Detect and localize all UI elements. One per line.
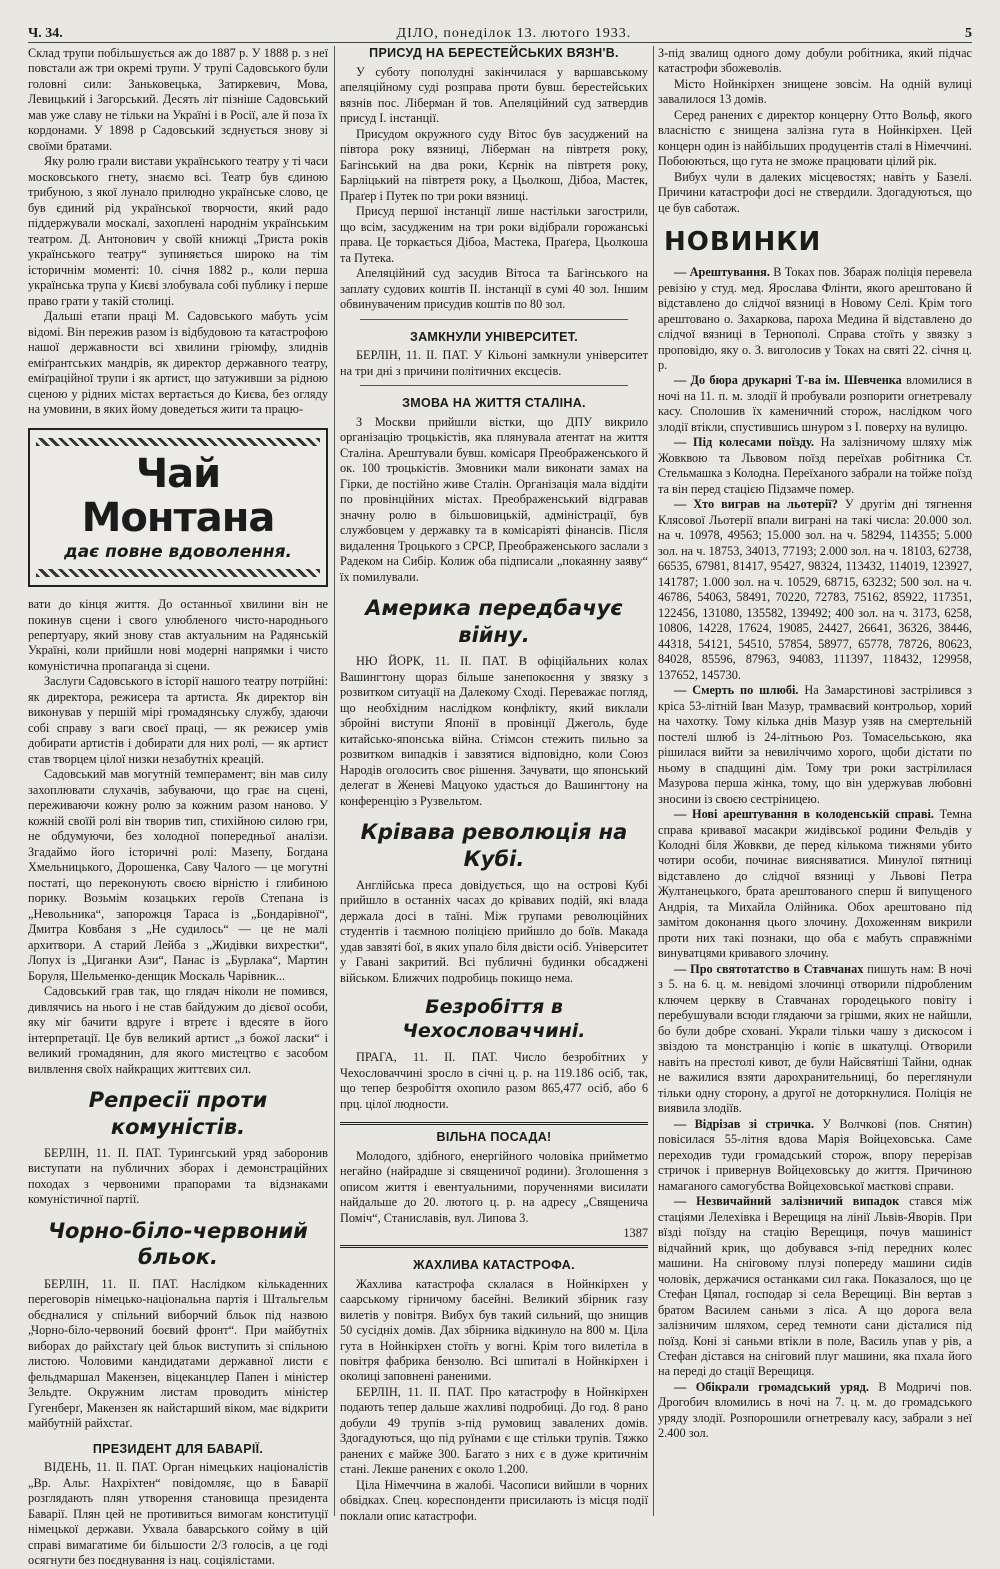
news-item <box>658 1194 972 1380</box>
article-paragraph: Присудом окружного суду Вітос був засуджений на півтора року вязниці, Ліберман на півтретя року, Багінський на два роки, Кєрнік на півтретя року, Барліцький на півтретя року, а Цьолкош, Дібоа, Мастек, Праґер і Путек по три роки вязниці. <box>340 126 648 203</box>
news-item-title: — Незвичайний залізничий випадок <box>674 1194 900 1209</box>
news-item <box>658 373 972 435</box>
news-item-text: Темна справа кривавої масакри жидівської родини Фельдів у Колодні біля Жовкви, де перед кількома тижнями убито чотири особи, починає виясняватися. Минулої пятниці відставлено до слідчої вязниці у Львові Петра Жултанецького, брата арештованого сперш й випущеного Андрія, та Михайла Олійника. Обох арештовано під замітом доконання цього злочину. Дохоженням викрили проти них такі познаки, що оба є мабуть справжніми винуватцями кривавого злочину. <box>658 807 972 961</box>
news-item-text: пишуть нам: В ночі з 5. на 6. ц. м. невідомі злочинці отворили підробленим ключем церкву в Ставчанах городецького повіту і перебушували всюди глядаючи за грішми, яких не найшли, бо були добре сховані. Украли тільки чашу з дискосом і звіздою та монстранцію і копіє в шкатулці. Отворили навіть на престолі кивот, де були Найсвятіші Тайни, однак не важилися взяти дарохранительниці, бо переглянули тільки одну сторону, а другої не доторкнулися. Поліція не виявила злодіїв. <box>658 961 972 1116</box>
news-item-title: — Нові арештування в колоденській справі. <box>674 807 934 822</box>
headline: Репресії проти комуністів. <box>88 1088 268 1139</box>
article-paragraph: Склад трупи побільшується аж до 1887 р. У 1888 р. з неї повстали аж три окремі трупи. У трупі Садовського були головні сили: Заньковецька, Затиркевич, Мова, Левицький і Загорський. Десять літ пізніше Садовський мав уже славу не тільки на Україні і в Росії, але й поза їх кордонами. У 1898 р Садовський зєднується знову зі своїми братами. <box>28 46 328 153</box>
divider <box>360 319 628 320</box>
article-paragraph: БЕРЛІН, 11. II. ПАТ. Турингський уряд заборонив виступати на публичних зборах і демонстраційних походах з червоними прапорами та відзнаками комуністичної партії. <box>28 1145 328 1207</box>
news-item-text: В Модричі пов. Дрогобич вломились в ночі на 7. ц. м. до громадського уряду злодії. Розпорошили огнетревалу касу, забрали з неї 2.400 зол. <box>658 1379 973 1441</box>
news-item-text: В Токах пов. Збараж поліція перевела ревізію у студ. мед. Ярослава Флінти, якого арештовано й відставлено до слідчої вязниці в Новому Селі. Крім того арештовано о. Захаркова, пароха Медина й відставлено до слідчої вязниці в Тернополі. Справа стоїть у звязку з проповідю, яку о. З. виголосив у Токах на святі 22. січня ц. р. <box>658 265 972 372</box>
article-paragraph: З Москви прийшли вістки, що ДПУ викрило організацію троцькістів, яка плянувала атентат на життя Сталіна. Арештували бувш. комісаря Преображенського й ок. 100 троцькістів. Змовники мали виконати замах на Гірки, де постійно живе Сталін. Організація мала віддіти по провінційних містах. Преображенський відгравав значну ролю в більшовицькій, адміністрації, був службовцем у державку та в комісаріяті фінансів. Після видалення Троцького з СРСР, Преображенського заслали з Радеком на Сибір. Колиж оба підписали „покаянну заяву“ їх помилували. <box>340 414 648 584</box>
column-rule <box>653 46 654 1516</box>
page-number: 5 <box>965 26 972 41</box>
vacancy-title: ВІЛЬНА ПОСАДА! <box>436 1130 552 1145</box>
headline: ПРЕЗИДЕНТ ДЛЯ БАВАРІЇ. <box>92 1441 264 1456</box>
column-rule <box>334 46 335 1516</box>
news-item <box>658 807 972 962</box>
article-paragraph: БЕРЛІН, 11. II. ПАТ. Наслідком кількаденних переговорів німецько-національна партія і Штальгельм обєдналися у спільний виборчий бльок під назвою „Чорно-біло-червоний боєвий фронт“. При майбутніх виборах до райхстаґу цей бльок виступить зі спільною листою. Чоловими кандидатами державної листи є фельдмаршал Макензен, віцеканцлер Папен і міністер Зельдте. Окружним листам проводить міністер Гугенберґ, Макензен як найстарший віком, має відкрити майбутній райхстаґ. <box>28 1276 328 1431</box>
news-item-text: У другім дні тягнення Клясової Льотерії впали виграні на такі числа: 20.000 зол. на ч. 10978, 49563; 15.000 зол. на ч. 58294, 114355; 5.000 зол. на ч. 18753, 34013, 77193; 2.000 зол. на ч. 18103, 62738, 66535, 67981, 81417, 95427, 98324, 113432, 114019, 123927, 141787; 1.000 зол. на ч. 10529, 68715, 63232; 500 зол. на ч. 46786, 54063, 58491, 70220, 72783, 75162, 85922, 117351, 122456, 131080, 135582, 139492; 400 зол. на ч. 3173, 6258, 10806, 14228, 17624, 19085, 24427, 26641, 36326, 38446, 44318, 54121, 54510, 57854, 58977, 65778, 78726, 80623, 84028, 85596, 87963, 94083, 111397, 118432, 129958, 137652, 145730. <box>658 497 972 682</box>
article-paragraph: вати до кінця життя. До останньої хвилини він не покинув сцени і свого улюбленого чисто-народнього репертуару, який знову став актуальним на Радянській Україні, коли прийшли нові модерні напрямки і чисто комуністична пропаганда зі сцени. <box>28 597 328 673</box>
tea-advertisement <box>28 428 328 587</box>
article-paragraph: Англійська преса довідується, що на острові Кубі прийшло в останніх часах до крівавих подій, які влада держала досі в таїні. Між групами революційних студентів і таємною поліцією прийшло до боїв. Макада удав завзяті бої, в яких упало біля двісти осіб. Університет у Гавані закритий. Всі публичні будинки обсаджені військом. Ближчих подробиць покищо нема. <box>340 877 648 985</box>
news-item-text: стався між стаціями Лелехівка і Верещиця на лінії Львів-Яворів. При вїзді поїзду на стацію Верещиця, почув машиніст відчайний крик, що добувався з-під передних колес машини. На сніговому плузі попереду машини сидів чоловік, держачися останками сил гака. Показалося, що це Стефан Цяпал, господар зі села Верещиці. Він вертав з братом Василем саньми з ліса. А що дорога вела залізничим шляхом, серед темноти сани дісталися під поїзд. Коні зі саньми втікли в поле, Василь упав у рів, а Стефан дістався на сніговий плуг машини, яка пхала його на переді до стації Верещиця. <box>658 1194 972 1379</box>
news-item-text: У Волчкові (пов. Снятин) повісилася 55-літня вдова Марія Войцеховська. Саме переходив туди громадський сторож, впору перерізав стричок і привернув Войцеховську до життя. Причиною намаганого самогубства Войцеховської маєткові справи. <box>658 1116 972 1193</box>
news-item <box>658 435 972 497</box>
news-item <box>658 497 972 683</box>
news-item-text: вломилися в ночі на 11. п. м. злодії й пробували розпорити огнетревалу касу. Сполошив їх каменичний сторож, наслідком чого злодії втікли, спустившись шнуром з I. поверху на вулицю. <box>658 373 972 434</box>
article-paragraph: БЕРЛІН, 11. II. ПАТ. Про катастрофу в Нойнкірхен подають тепер дальше жахливі подробиці. До год. 8 рано добули 49 трупів з-під румовищ завалених домів. Здогадуються, що під руїнами є ще стільки трупів. Тяжко ранених є майже 300. Багато з них є в дуже критичнім стані. Лекше ранених є около 1.200. <box>340 1384 648 1477</box>
article-paragraph: З-під звалищ одного дому добули робітника, який підчас катастрофи збожеволів. <box>658 46 972 76</box>
newspaper-title-date: ДІЛО, понеділок 13. лютого 1933. <box>396 26 632 41</box>
news-item-title: — Арештування. <box>674 265 770 280</box>
news-item-text: На залізничому шляху між Жовквою та Львовом поїзд переїхав робітника Ст. Стельмашка з Колодна. Переїханого забрали на тойже поїзд та він перед стацією Підзамче помер. <box>658 435 973 496</box>
ad-title: Чай Монтана <box>81 450 275 541</box>
headline: Крівава революція на Кубі. <box>360 820 628 871</box>
column-1 <box>28 46 328 1568</box>
column-3 <box>658 46 972 1516</box>
vacancy-text: Молодого, здібного, енергійного чоловіка прийметмо негайно (найрадше зі священичої родини). Зголошення з описом життя і евентуальними, порученнями висилати найдальше до 20. лютого ц. р. на адресу „Священича Поміч“, Станиславів, вул. Липова 3. <box>340 1148 648 1225</box>
article-paragraph: Садовський мав могутній темперамент; він мав силу захоплювати слухачів, забуваючи, що грає на сцені, переживаючи кожну ролю за кожним разом наново. У кожній своїй ролі він творив тип, стихійною силою гри, не обдумуючи, без холодної попередньої аналізи. Згадаймо його історичні ролі: Мазепу, Богдана Хмельницького, Дорошенка, Саву Чалого — це могутні постаті, що переконують своєю вірністю і глибиною порику. Возьмім козацьких героїв Степана із „Невольника“, запорожця Тараса із „Бондарівної“, Дмитра Ковбаня з „Не судилось“ — це не малі архитвори. А старий Лейба з „Жидівки вихрестки“, Лопух із „Циганки Ази“, Панас із „Бурлака“, Мартин Боруля, Шельменко-денщик Москаль Чарівник... <box>28 767 328 983</box>
vacancy-advertisement <box>340 1122 648 1248</box>
headline: Америка передбачує війну. <box>365 596 623 647</box>
news-item <box>658 962 972 1117</box>
news-item-title: — Про святотатство в Ставчанах <box>674 961 864 976</box>
issue-number: Ч. 34. <box>28 26 63 41</box>
news-item-title: — До бюра друкарні Т-ва ім. Шевченка <box>674 373 902 388</box>
news-item <box>658 683 972 807</box>
headline: ЗАМКНУЛИ УНІВЕРСИТЕТ. <box>409 329 579 344</box>
article-paragraph: Місто Нойнкірхен знищене зовсім. На одній вулиці завалилося 13 домів. <box>658 76 972 107</box>
headline: ПРИСУД НА БЕРЕСТЕЙСЬКИХ ВЯЗН'В. <box>369 46 619 60</box>
ad-subtitle: дає повне вдоволення. <box>63 541 293 562</box>
news-item-title: — Відрізав зі стричка. <box>674 1116 815 1131</box>
news-item-title: — Під колесами поїзду. <box>674 435 814 450</box>
news-item <box>658 265 972 373</box>
divider <box>360 385 628 386</box>
article-paragraph: Яку ролю грали вистави українського театру у ті часи московського гнету, знаємо всі. Театр був єдиною трибуною, з якої лунало прилюдно українське слово, це був єдиний рід української творчости, який радо піддержували москалі, захоплені народнім українським театром. Д. Антонович у своїй книжці „Триста років українського театру“ зупиняється широко на тім історичнім моменті: 10. січня 1882 р., коли перша українська трупа у Києві злобувала собі публику і перше право грати у такій столиці. <box>28 154 328 308</box>
article-paragraph: Серед ранених є директор концерну Отто Вольф, якого власністю є знищена залізна гута в Нойнкірхен. Цей концерн один із найбільших продуцентів сталі в Німеччині. Побоюються, що гута не зможе працювати цілий рік. <box>658 107 972 169</box>
article-paragraph: Апеляційний суд засудив Вітоса та Багінського на заплату судових коштів II. інстанції в сумі 40 зол. Іншим обвинуваченим присудив коштів по 80 зол. <box>340 266 648 312</box>
article-paragraph: Жахлива катастрофа склалася в Нойнкірхен у саарському гірничому басейні. Великий збірник газу вилетів у повітря. Вибух був такий сильний, що знищив 50 сусідніх домів. Дах збірника відкинуло на 800 м. Ціла гута в Нойнкірхен стоїть у вогні. Крім того вилетіла в повітря фабрика бензолю. Всі шпиталі в Нойнкірхен і околиці заповнені раненими. <box>340 1276 648 1384</box>
news-item-title: — Хто виграв на льотерії? <box>674 497 838 512</box>
article-paragraph: Садовський грав так, що глядач ніколи не помився, дивлячись на нього і не став байдужим до дієвої особи, яку міг бачити вдруге і втретє і вдесяте в його інтерпретації. Це був великий артист „з божої ласки“ і великий громадянин, для якого мистецтво є засобом вилвлення своїх найкращих життєвих сил. <box>28 984 328 1076</box>
article-paragraph: НЮ ЙОРК, 11. II. ПАТ. В офіційальних колах Вашингтону щораз більше занепокоєння у звязку з розвитком ситуації на Далекому Сході. Переважає погляд, що необхідним наслідком конфлікту, який виклали збройні виступи Японії в провінції Джеголь, буде китайсько-японська війна. Стімсон стежить пильно за розвитком випадків і завзятися відповідно, коли Союз Народів оголосить своє рішення. Зачувати, що японський делегат в Женеві Мацуоко удасться до Вашингтону на конференцію з Рузвельтом. <box>340 654 648 808</box>
headline: ЗМОВА НА ЖИТТЯ СТАЛІНА. <box>402 396 586 411</box>
news-item-title: — Обікрали громадський уряд. <box>674 1379 869 1394</box>
section-title-news: НОВИНКИ <box>664 227 822 258</box>
article-paragraph: Заслуги Садовського в історії нашого театру потрійні: як директора, режисера та артиста. Як директор він виконував у першій мірі громадянську службу, здаючи собі справу з ваги своєї праці, — як режисер умів добирати артистів і добирати для них ролі, — як артист став творцем цілої низки незабутніх креацій. <box>28 674 328 766</box>
article-paragraph: БЕРЛІН, 11. II. ПАТ. У Кільоні замкнули університет на три дні з причини політичних ексцесів. <box>340 348 648 378</box>
article-paragraph: Вибух чули в далеких місцевостях; навіть у Базелі. Причини катастрофи досі не ствердили. Здогадуються, що це був саботаж. <box>658 169 972 215</box>
article-paragraph: У суботу пополудні закінчилася у варшавському апеляційному суді розправа проти бувш. берестейських вязнів пос. Ліберман й тов. Апеляційний суд затвердив присуд І. інстанції. <box>340 64 648 126</box>
article-paragraph: ПРАГА, 11. II. ПАТ. Число безробітних у Чехословаччині зросло в січні ц. р. на 119.186 осіб, так, що тепер безробіття охопило разом 865,477 осіб, або 6 прц. цілої людности. <box>340 1050 648 1111</box>
article-paragraph: ВІДЕНЬ, 11. II. ПАТ. Орган німецьких націоналістів „Вр. Альг. Нахріхтен“ повідомляє, що в Баварії розглядають плян утворення становища президента Баварії. Плян цей не противиться вимогам конституції німецької держави. Ухвала баварського сойму в цій справі вимагатиме би більшости 2/3 голосів, а це годі осягнути без поєднування із нац. соціялістами. <box>28 1460 328 1568</box>
news-item <box>658 1380 972 1442</box>
headline: Безробіття в Чехословаччині. <box>402 996 586 1043</box>
headline: Чорно-біло-червоний бльок. <box>48 1218 308 1270</box>
article-paragraph: Присуд першої інстанції лише настільки загострили, що всім, засудженим на три роки відібрали горожанські права. Це торкається Дібоа, Мастека, Праґера, Цьолкоша та Путека. <box>340 204 648 265</box>
news-item <box>658 1117 972 1194</box>
headline: ЖАХЛИВА КАТАСТРОФА. <box>413 1257 575 1272</box>
article-paragraph: Дальші етапи праці М. Садовського мабуть усім відомі. Він пережив разом із відбудовою та катастрофою нашої державности всі хвилини гріюмфу, злиднів еміґрантських мандрів, як директор державного театру, еміґраційної трупи і як артист, що затуживши за рідною сценою у рідних містах вертається до Києва, без огляду на умовини, в яких йому доведеться жити та працю- <box>28 309 328 417</box>
vacancy-number: 1387 <box>623 1226 648 1241</box>
news-item-text: На Замарстинові застрілився з кріса 53-літній Іван Мазур, трамваєвий контрольор, хорий на чахотку. Тому кілька днів Мазур узяв на смертельній постелі шлюб із 24-літньою Роз. Томасельською, яка рішилася вийти за невиліччимо хорого, щоби дістати по ньому в спадщині дім. Тому три роки застрілилася Мазурова перша жінка, тому, що він удержував любовні зносини із своєю сестріницею. <box>658 683 972 806</box>
article-paragraph: Ціла Німеччина в жалобі. Часописи вийшли в чорних обвідках. Спец. кореспонденти присилають із місця події поклали опис катастрофи. <box>340 1477 648 1523</box>
masthead <box>28 16 972 43</box>
column-2 <box>340 46 648 1523</box>
news-item-title: — Смерть по шлюбі. <box>674 683 799 698</box>
